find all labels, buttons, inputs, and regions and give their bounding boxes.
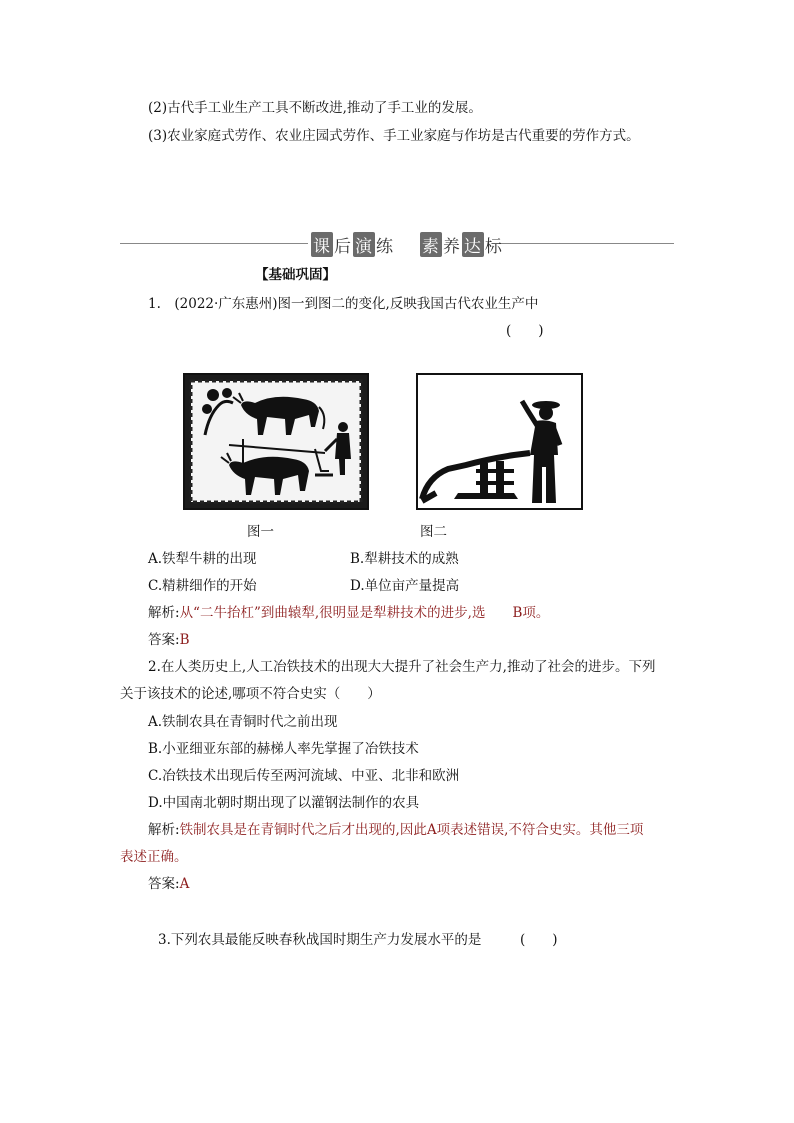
q2-analysis-label: 解析: (148, 822, 180, 838)
section-title-char: 标 (484, 237, 503, 257)
q1-option-c: C.精耕细作的开始 (148, 578, 257, 594)
figure-1-oxen-plowing (183, 373, 369, 510)
q1-option-d: D.单位亩产量提高 (350, 578, 460, 594)
section-divider-right (492, 243, 674, 244)
q2-option-b: B.小亚细亚东部的赫梯人率先掌握了冶铁技术 (148, 741, 419, 757)
q1-stem: 1. (2022·广东惠州)图一到图二的变化,反映我国古代农业生产中 (148, 296, 539, 312)
q2-option-d: D.中国南北朝时期出现了以灌钢法制作的农具 (148, 795, 420, 811)
q1-answer-label: 答案: (148, 632, 180, 648)
q3-answer-paren: ( ) (520, 932, 558, 948)
section-title-char: 演 (353, 232, 375, 257)
q2-answer (148, 872, 189, 892)
q2-analysis (148, 818, 643, 838)
figure-2-curved-plow (416, 373, 583, 510)
section-title (310, 232, 503, 257)
section-title-char: 后 (334, 237, 352, 257)
figure-2-caption: 图二 (420, 524, 447, 540)
q2-analysis-text: 铁制农具是在青铜时代之后才出现的,因此A项表述错误,不符合史实。其他三项 (179, 822, 644, 838)
intro-line-2: (2)古代手工业生产工具不断改进,推动了手工业的发展。 (148, 100, 482, 116)
oxen-plowing-illustration (185, 375, 367, 508)
q2-option-a: A.铁制农具在青铜时代之前出现 (148, 714, 338, 730)
section-title-char: 养 (442, 237, 461, 257)
intro-line-3: (3)农业家庭式劳作、农业庄园式劳作、手工业家庭与作坊是古代重要的劳作方式。 (148, 128, 640, 144)
section-title-char: 素 (420, 232, 442, 257)
q1-answer (148, 628, 189, 648)
q2-stem-line-2: 关于该技术的论述,哪项不符合史实（ ） (120, 686, 381, 702)
section-title-char: 达 (462, 232, 484, 257)
q1-answer-paren: ( ) (506, 323, 544, 339)
figure-1-caption: 图一 (247, 524, 274, 540)
section-title-char: 课 (311, 232, 333, 257)
q2-option-c: C.冶铁技术出现后传至两河流域、中亚、北非和欧洲 (148, 768, 460, 784)
sub-heading: 【基础巩固】 (255, 267, 336, 283)
section-divider-left (120, 243, 308, 244)
q1-analysis (148, 601, 549, 621)
q2-answer-value: A (179, 876, 190, 892)
q1-option-b: B.犁耕技术的成熟 (350, 551, 459, 567)
curved-plow-illustration (418, 375, 581, 508)
q2-answer-label: 答案: (148, 876, 180, 892)
q1-answer-value: B (179, 632, 190, 648)
q1-analysis-text: 从“二牛抬杠”到曲辕犁,很明显是犁耕技术的进步,选 B项。 (179, 605, 550, 621)
section-title-char: 练 (376, 237, 394, 257)
q2-analysis-line-2: 表述正确。 (120, 849, 188, 865)
q2-stem-line-1: 2.在人类历史上,人工冶铁技术的出现大大提升了社会生产力,推动了社会的进步。下列 (148, 659, 656, 675)
q1-analysis-label: 解析: (148, 605, 180, 621)
q3-stem: 3.下列农具最能反映春秋战国时期生产力发展水平的是 (158, 932, 482, 948)
q1-option-a: A.铁犁牛耕的出现 (148, 551, 257, 567)
